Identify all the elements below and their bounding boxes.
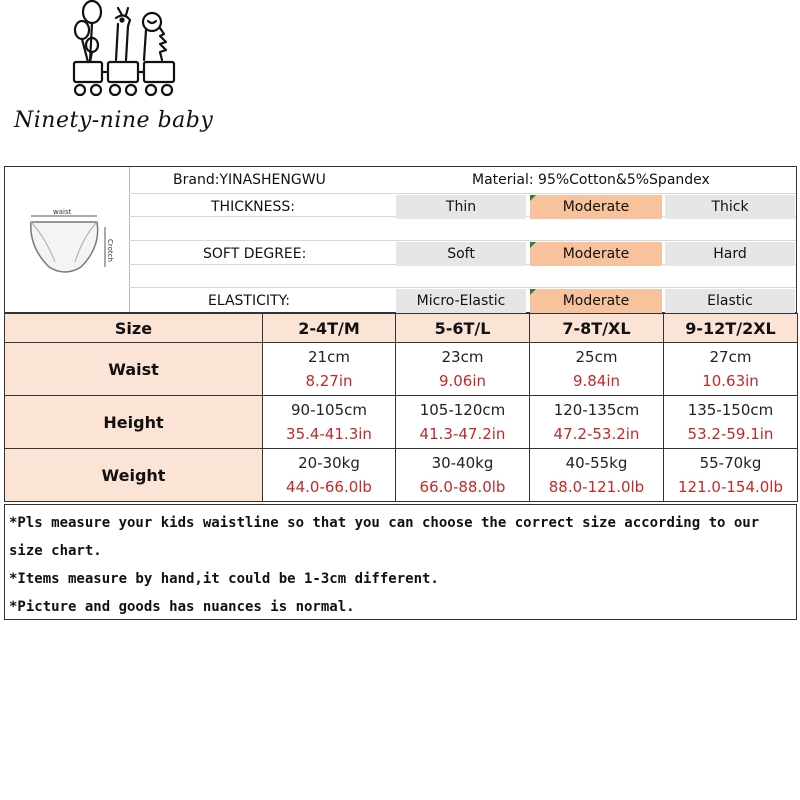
row-label-weight: Weight	[5, 449, 263, 502]
thickness-option-thick: Thick	[665, 195, 795, 219]
table-cell: 25cm 9.84in	[530, 343, 664, 396]
soft-option-moderate: Moderate	[530, 242, 662, 266]
size-header-m: 2-4T/M	[263, 314, 396, 343]
note-hand-measure: *Items measure by hand,it could be 1-3cm different.	[9, 571, 439, 587]
diagram-crotch-label: Crotch	[106, 239, 114, 262]
size-header-2xl: 9-12T/2XL	[664, 314, 798, 343]
size-header-row	[5, 314, 798, 343]
table-cell: 105-120cm 41.3-47.2in	[396, 396, 530, 449]
size-diagram	[5, 167, 130, 312]
table-row-waist	[5, 343, 798, 396]
table-row-weight	[5, 449, 798, 502]
note-measure-waist: *Pls measure your kids waistline so that you can choose the correct size according to our size chart.	[9, 515, 760, 559]
soft-degree-label: SOFT DEGREE:	[203, 246, 307, 262]
thickness-option-thin: Thin	[396, 195, 526, 219]
elasticity-option-moderate: Moderate	[530, 289, 662, 313]
table-cell: 30-40kg 66.0-88.0lb	[396, 449, 530, 502]
size-header-l: 5-6T/L	[396, 314, 530, 343]
soft-option-hard: Hard	[665, 242, 795, 266]
table-row-height	[5, 396, 798, 449]
thickness-label: THICKNESS:	[211, 199, 295, 215]
brand-name: Brand:YINASHENGWU	[173, 172, 326, 188]
thickness-option-moderate: Moderate	[530, 195, 662, 219]
size-notes	[4, 504, 797, 620]
elasticity-label: ELASTICITY:	[208, 293, 290, 309]
soft-option-soft: Soft	[396, 242, 526, 266]
table-cell: 120-135cm 47.2-53.2in	[530, 396, 664, 449]
table-cell: 135-150cm 53.2-59.1in	[664, 396, 798, 449]
diagram-waist-label: waist	[53, 208, 72, 216]
row-label-waist: Waist	[5, 343, 263, 396]
table-cell: 55-70kg 121.0-154.0lb	[664, 449, 798, 502]
elasticity-option-elastic: Elastic	[665, 289, 795, 313]
size-header-xl: 7-8T/XL	[530, 314, 664, 343]
row-label-height: Height	[5, 396, 263, 449]
table-cell: 27cm 10.63in	[664, 343, 798, 396]
size-chart-table	[4, 313, 798, 502]
brand-logo-text: Ninety-nine baby	[14, 108, 214, 133]
underwear-diagram-icon	[5, 167, 129, 312]
size-header-label: Size	[5, 314, 263, 343]
table-cell: 90-105cm 35.4-41.3in	[263, 396, 396, 449]
elasticity-option-micro: Micro-Elastic	[396, 289, 526, 313]
table-cell: 23cm 9.06in	[396, 343, 530, 396]
brand-logo-illustration	[60, 0, 200, 105]
table-cell: 40-55kg 88.0-121.0lb	[530, 449, 664, 502]
material-info: Material: 95%Cotton&5%Spandex	[472, 172, 710, 188]
product-attributes-panel	[4, 166, 797, 313]
note-nuances: *Picture and goods has nuances is normal.	[9, 599, 355, 615]
table-cell: 21cm 8.27in	[263, 343, 396, 396]
table-cell: 20-30kg 44.0-66.0lb	[263, 449, 396, 502]
